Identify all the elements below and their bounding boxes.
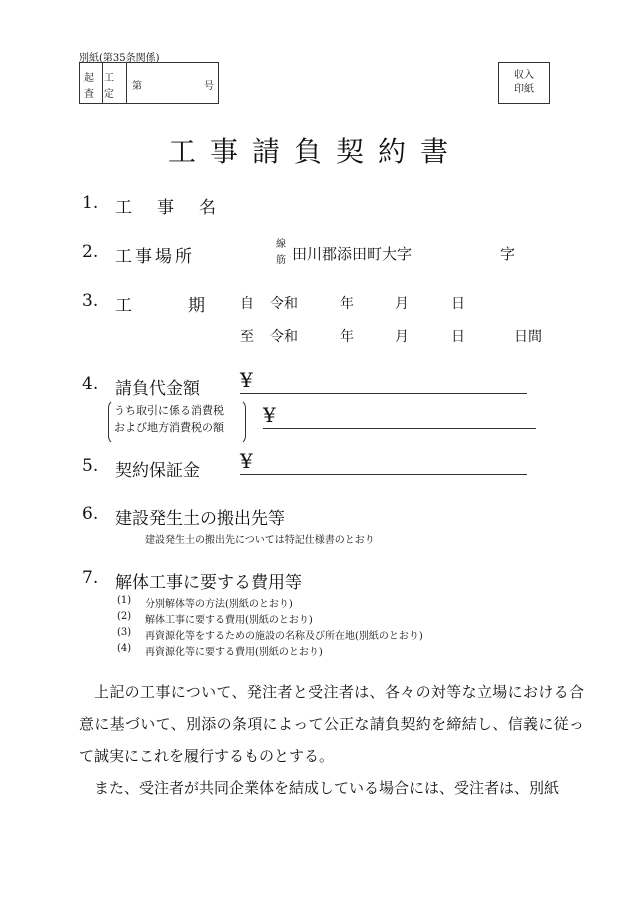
place-aza: 字 (500, 245, 516, 263)
item-3-label-b: 期 (188, 296, 205, 316)
period-from-month: 月 (395, 296, 409, 312)
period-to-era: 令和 (270, 329, 298, 345)
item-6-label: 建設発生土の搬出先等 (115, 509, 285, 529)
ruby-top: 線 (276, 239, 286, 250)
item-7-number: 7. (82, 568, 99, 588)
ruby-bottom: 筋 (276, 255, 286, 266)
revenue-stamp-box (498, 62, 550, 104)
period-to-year: 年 (340, 329, 354, 345)
body-paragraph-1: 上記の工事について、発注者と受注者は、各々の対等な立場における合意に基づいて、別添の条項によって公正な請負契約を締結し、信義に従って誠実にこれを履行するものとする。 (79, 683, 584, 765)
period-to-month: 月 (395, 329, 409, 345)
period-from-year: 年 (340, 296, 354, 312)
demolition-sub-1-text: 分別解体等の方法(別紙のとおり) (145, 599, 293, 610)
demolition-sub-2-no: (2) (117, 611, 132, 622)
item-1-label: 工 事 名 (115, 198, 220, 218)
kiko-satei-box (79, 62, 219, 104)
item-5-number: 5. (82, 456, 99, 476)
period-days: 日間 (514, 329, 542, 345)
satei-label: 査 定 (84, 89, 114, 100)
revenue-stamp-line2: 印紙 (514, 84, 534, 95)
item-3-number: 3. (82, 291, 99, 311)
dai-label: 第 (132, 81, 142, 92)
tax-line (263, 403, 536, 429)
item-6-number: 6. (82, 504, 99, 524)
amount-line (240, 368, 527, 394)
deposit-line (240, 449, 527, 475)
demolition-sub-4-no: (4) (117, 643, 132, 654)
tax-label-line2: および地方消費税の額 (114, 421, 224, 434)
period-from-era: 令和 (270, 296, 298, 312)
soil-note: 建設発生土の搬出先については特記仕様書のとおり (145, 535, 375, 546)
tax-yen: ¥ (263, 403, 276, 427)
item-7-label: 解体工事に要する費用等 (115, 573, 302, 593)
tax-label-line1: うち取引に係る消費税 (114, 404, 224, 417)
demolition-sub-2-text: 解体工事に要する費用(別紙のとおり) (145, 615, 313, 626)
deposit-yen: ¥ (240, 449, 253, 473)
period-to: 至 (240, 329, 254, 345)
kiko-label: 起 工 (84, 73, 114, 84)
item-1-number: 1. (82, 193, 99, 213)
item-4-label: 請負代金額 (115, 379, 200, 399)
amount-yen: ¥ (240, 368, 253, 392)
annex-note: 別紙(第35条関係) (79, 53, 160, 64)
body-paragraph-2: また、受注者が共同企業体を結成している場合には、受注者は、別紙 (94, 779, 560, 797)
go-label: 号 (204, 81, 214, 92)
place-address: 田川郡添田町大字 (292, 245, 413, 263)
period-from: 自 (240, 296, 254, 312)
demolition-sub-3-text: 再資源化等をするための施設の名称及び所在地(別紙のとおり) (145, 631, 423, 642)
item-5-label: 契約保証金 (115, 461, 200, 481)
demolition-sub-3-no: (3) (117, 627, 132, 638)
demolition-sub-4-text: 再資源化等に要する費用(別紙のとおり) (145, 647, 323, 658)
document-title: 工事請負契約書 (167, 135, 462, 168)
period-from-day: 日 (451, 296, 465, 312)
period-to-day: 日 (451, 329, 465, 345)
revenue-stamp-line1: 収入 (514, 70, 534, 81)
item-4-number: 4. (82, 374, 99, 394)
item-3-label-a: 工 (115, 296, 132, 316)
item-2-number: 2. (82, 242, 99, 262)
demolition-sub-1-no: (1) (117, 595, 132, 606)
item-2-label: 工事場所 (115, 247, 195, 267)
